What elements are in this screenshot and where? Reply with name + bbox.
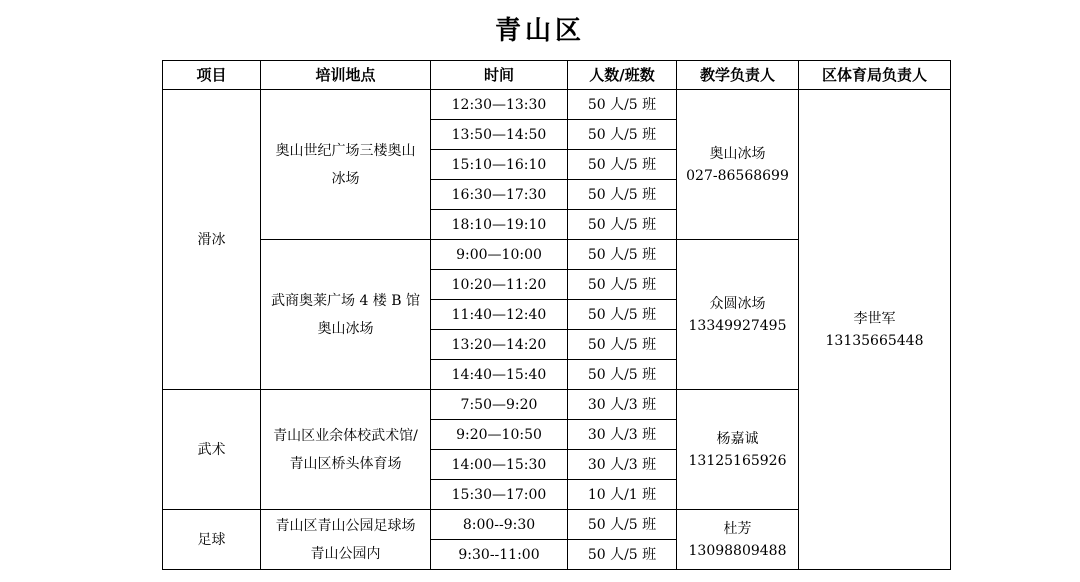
project-name: 足球 bbox=[163, 510, 261, 570]
page-title: 青山区 bbox=[494, 16, 585, 46]
session-capacity: 50 人/5 班 bbox=[568, 180, 677, 210]
contact-name: 众圆冰场 bbox=[709, 295, 766, 312]
session-time: 15:30—17:00 bbox=[431, 480, 568, 510]
bureau-contact-name: 李世军 bbox=[853, 310, 896, 327]
header-bureau-contact: 区体育局负责人 bbox=[799, 61, 951, 90]
session-time: 16:30—17:30 bbox=[431, 180, 568, 210]
session-time: 7:50—9:20 bbox=[431, 390, 568, 420]
session-time: 15:10—16:10 bbox=[431, 150, 568, 180]
contact-name: 杜芳 bbox=[723, 520, 752, 537]
schedule-table bbox=[162, 60, 951, 570]
session-time: 13:50—14:50 bbox=[431, 120, 568, 150]
bureau-contact-phone: 13135665448 bbox=[825, 332, 924, 349]
contact-name: 奥山冰场 bbox=[709, 145, 766, 162]
bureau-contact bbox=[799, 90, 951, 570]
contact-phone: 13349927495 bbox=[688, 317, 787, 334]
teaching-contact bbox=[677, 390, 799, 510]
teaching-contact bbox=[677, 510, 799, 570]
session-capacity: 50 人/5 班 bbox=[568, 150, 677, 180]
session-capacity: 50 人/5 班 bbox=[568, 210, 677, 240]
session-capacity: 50 人/5 班 bbox=[568, 90, 677, 120]
header-time: 时间 bbox=[431, 61, 568, 90]
session-time: 8:00--9:30 bbox=[431, 510, 568, 540]
project-name: 滑冰 bbox=[163, 90, 261, 390]
session-capacity: 50 人/5 班 bbox=[568, 120, 677, 150]
header-row bbox=[163, 61, 951, 90]
session-capacity: 30 人/3 班 bbox=[568, 390, 677, 420]
venue-location: 青山区青山公园足球场青山公园内 bbox=[261, 510, 431, 570]
header-capacity: 人数/班数 bbox=[568, 61, 677, 90]
session-capacity: 30 人/3 班 bbox=[568, 420, 677, 450]
teaching-contact bbox=[677, 240, 799, 390]
session-capacity: 50 人/5 班 bbox=[568, 300, 677, 330]
venue-location: 青山区业余体校武术馆/青山区桥头体育场 bbox=[261, 390, 431, 510]
header-teaching-contact: 教学负责人 bbox=[677, 61, 799, 90]
header-project: 项目 bbox=[163, 61, 261, 90]
session-capacity: 50 人/5 班 bbox=[568, 330, 677, 360]
session-time: 11:40—12:40 bbox=[431, 300, 568, 330]
session-capacity: 30 人/3 班 bbox=[568, 450, 677, 480]
contact-name: 杨嘉诚 bbox=[716, 430, 759, 447]
session-capacity: 50 人/5 班 bbox=[568, 510, 677, 540]
project-name: 武术 bbox=[163, 390, 261, 510]
venue-location: 奥山世纪广场三楼奥山冰场 bbox=[261, 90, 431, 240]
session-time: 9:20—10:50 bbox=[431, 420, 568, 450]
session-time: 9:00—10:00 bbox=[431, 240, 568, 270]
contact-phone: 13125165926 bbox=[688, 452, 787, 469]
venue-location: 武商奥莱广场 4 楼 B 馆奥山冰场 bbox=[261, 240, 431, 390]
session-capacity: 50 人/5 班 bbox=[568, 240, 677, 270]
session-time: 10:20—11:20 bbox=[431, 270, 568, 300]
session-capacity: 50 人/5 班 bbox=[568, 270, 677, 300]
session-capacity: 50 人/5 班 bbox=[568, 360, 677, 390]
contact-phone: 13098809488 bbox=[688, 542, 787, 559]
session-capacity: 10 人/1 班 bbox=[568, 480, 677, 510]
session-time: 14:00—15:30 bbox=[431, 450, 568, 480]
session-time: 18:10—19:10 bbox=[431, 210, 568, 240]
teaching-contact bbox=[677, 90, 799, 240]
table-row bbox=[163, 90, 951, 120]
contact-phone: 027-86568699 bbox=[686, 167, 789, 184]
session-capacity: 50 人/5 班 bbox=[568, 540, 677, 570]
session-time: 9:30--11:00 bbox=[431, 540, 568, 570]
session-time: 14:40—15:40 bbox=[431, 360, 568, 390]
session-time: 13:20—14:20 bbox=[431, 330, 568, 360]
session-time: 12:30—13:30 bbox=[431, 90, 568, 120]
header-location: 培训地点 bbox=[261, 61, 431, 90]
